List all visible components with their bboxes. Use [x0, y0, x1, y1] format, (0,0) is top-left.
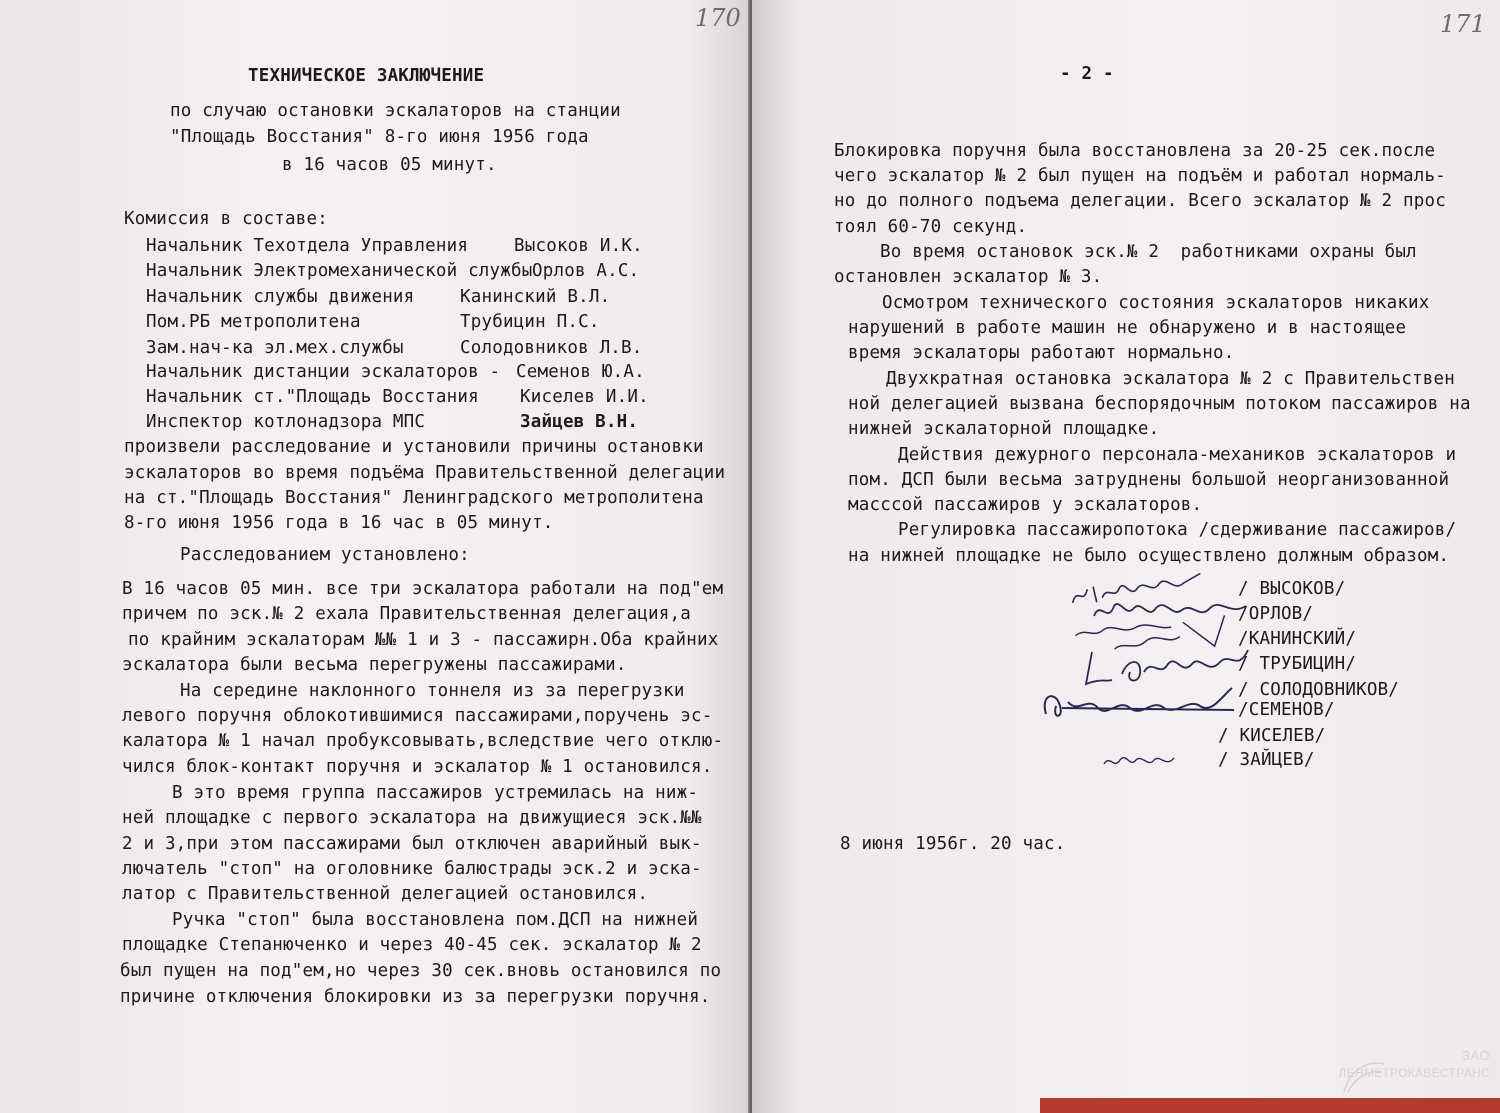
member-role: Начальник Техотдела Управления	[146, 236, 469, 256]
body-line: На середине наклонного тоннеля из за перегрузки	[180, 681, 685, 701]
body-line: время эскалаторы работают нормально.	[848, 343, 1235, 363]
body-line: на нижней площадке не было осуществлено должным образом.	[848, 546, 1450, 566]
body-line: нижней эскалаторной площадке.	[848, 419, 1160, 439]
body-line: площадке Степанюченко и через 40-45 сек. эскалатор № 2	[122, 935, 702, 955]
body-line: левого поручня облокотившимися пассажирами,поручень эс-	[122, 706, 713, 726]
body-line: был пущен на под"ем,но через 30 сек.вновь остановился по	[120, 961, 722, 981]
intro-line: на ст."Площадь Восстания" Ленинградского метрополитена	[124, 488, 704, 508]
body-line: Осмотром технического состояния эскалаторов никаких	[882, 293, 1430, 313]
body-line: Блокировка поручня была восстановлена за 20-25 сек.после	[834, 141, 1436, 161]
intro-line: 8-го июня 1956 года в 16 час в 05 минут.	[124, 513, 554, 533]
member-name: Солодовников Л.В.	[460, 338, 643, 358]
body-line: Действия дежурного персонала-механиков эскалаторов и	[898, 445, 1457, 465]
page-marker: - 2 -	[1060, 64, 1114, 84]
member-name: Высоков И.К.	[514, 236, 643, 256]
member-name: Киселев И.И.	[520, 387, 649, 407]
body-line: нарушений в работе машин не обнаружено и в настоящее	[848, 318, 1407, 338]
body-line: ной делегацией вызвана беспорядочным потоком пассажиров на	[848, 394, 1471, 414]
body-line: 2 и 3,при этом пассажирами был отключен аварийный вык-	[122, 834, 702, 854]
watermark-line-2: ЛЕНМЕТРОКАВЕСТРАНС	[1338, 1066, 1490, 1080]
body-line: остановлен эскалатор № 3.	[834, 267, 1103, 287]
signature-zaitsev	[1102, 746, 1182, 782]
commission-heading: Комиссия в составе:	[124, 209, 328, 229]
subtitle-line-1: по случаю остановки эскалаторов на станции	[170, 101, 621, 121]
member-name: Канинский В.Л.	[460, 287, 611, 307]
document-title: ТЕХНИЧЕСКОЕ ЗАКЛЮЧЕНИЕ	[248, 66, 485, 86]
signatory-name: / ВЫСОКОВ/	[1238, 579, 1346, 599]
body-line: причем по эск.№ 2 ехала Правительственная делегация,а	[122, 604, 692, 624]
body-line: Во время остановок эск.№ 2 работниками охраны был	[880, 242, 1417, 262]
member-name: Трубицин П.С.	[460, 312, 600, 332]
intro-line: эскалаторов во время подъёма Правительственной делегации	[124, 463, 726, 483]
findings-heading: Расследованием установлено:	[180, 545, 470, 565]
page-number-right: 171	[1440, 10, 1486, 38]
bottom-edge-strip	[1040, 1098, 1500, 1113]
signatory-name: /СЕМЕНОВ/	[1238, 700, 1335, 720]
member-name: Орлов А.С.	[532, 261, 640, 281]
body-line: В это время группа пассажиров устремилась на ниж-	[172, 783, 699, 803]
body-line: калатора № 1 начал пробуксовывать,вследствие чего отклю-	[122, 731, 724, 751]
member-role: Начальник службы движения	[146, 287, 415, 307]
signatory-name: / ЗАЙЦЕВ/	[1218, 750, 1315, 770]
member-role: Инспектор котлонадзора МПС	[146, 412, 426, 432]
body-line: Двухкратная остановка эскалатора № 2 с Правительствен	[886, 369, 1456, 389]
body-line: причине отключения блокировки из за перегрузки поручня.	[120, 987, 711, 1007]
member-role: Начальник ст."Площадь Восстания	[146, 387, 479, 407]
member-role: Пом.РБ метрополитена	[146, 312, 361, 332]
body-line: тоял 60-70 секунд.	[834, 217, 1028, 237]
member-name: Зайцев В.Н.	[520, 412, 639, 432]
body-line: чего эскалатор № 2 был пущен на подъём и работал нормаль-	[834, 166, 1446, 186]
body-line: чился блок-контакт поручня и эскалатор № 1 остановился.	[122, 757, 713, 777]
intro-line: произвели расследование и установили причины остановки	[124, 437, 704, 457]
signatory-name: / СОЛОДОВНИКОВ/	[1238, 680, 1400, 700]
member-role: Зам.нач-ка эл.мех.службы	[146, 338, 404, 358]
signatory-name: /ОРЛОВ/	[1238, 604, 1314, 624]
body-line: по крайним эскалаторам №№ 1 и 3 - пассажирн.Оба крайних	[128, 630, 719, 650]
right-page	[752, 0, 1500, 1113]
signature-scrawl-icon	[1038, 684, 1238, 724]
watermark-line-1: ЗАО	[1462, 1048, 1490, 1063]
member-name: Семенов Ю.А.	[516, 362, 645, 382]
signature-scrawl-icon	[1102, 746, 1182, 776]
body-line: Ручка "стоп" была восстановлена пом.ДСП на нижней	[172, 910, 699, 930]
member-role: Начальник дистанции эскалаторов -	[146, 362, 501, 382]
body-line: лючатель "стоп" на оголовнике балюстрады эск.2 и эска-	[122, 859, 702, 879]
body-line: масссой пассажиров у эскалаторов.	[848, 495, 1203, 515]
signature-semenov	[1038, 684, 1238, 730]
date-line: 8 июня 1956г. 20 час.	[840, 834, 1066, 854]
body-line: эскалатора были весьма перегружены пассажирами.	[122, 655, 627, 675]
page-number-left: 170	[695, 4, 741, 32]
member-role: Начальник Электромеханической службы	[146, 261, 533, 281]
body-line: Регулировка пассажиропотока /сдерживание пассажиров/	[898, 520, 1457, 540]
signatory-name: / ТРУБИЦИН/	[1238, 654, 1357, 674]
company-watermark	[1340, 1048, 1490, 1098]
subtitle-line-3: в 16 часов 05 минут.	[282, 155, 497, 175]
subtitle-line-2: "Площадь Восстания" 8-го июня 1956 года	[170, 127, 589, 147]
body-line: но до полного подъема делегации. Всего эскалатор № 2 прос	[834, 191, 1446, 211]
signatory-name: / КИСЕЛЕВ/	[1218, 726, 1326, 746]
body-line: пом. ДСП были весьма затруднены большой неорганизованной	[848, 470, 1450, 490]
signatory-name: /КАНИНСКИЙ/	[1238, 629, 1357, 649]
body-line: ней площадке с первого эскалатора на движущиеся эск.№№	[122, 808, 702, 828]
body-line: В 16 часов 05 мин. все три эскалатора работали на под"ем	[122, 579, 724, 599]
body-line: латор с Правительственной делегацией остановился.	[122, 884, 649, 904]
